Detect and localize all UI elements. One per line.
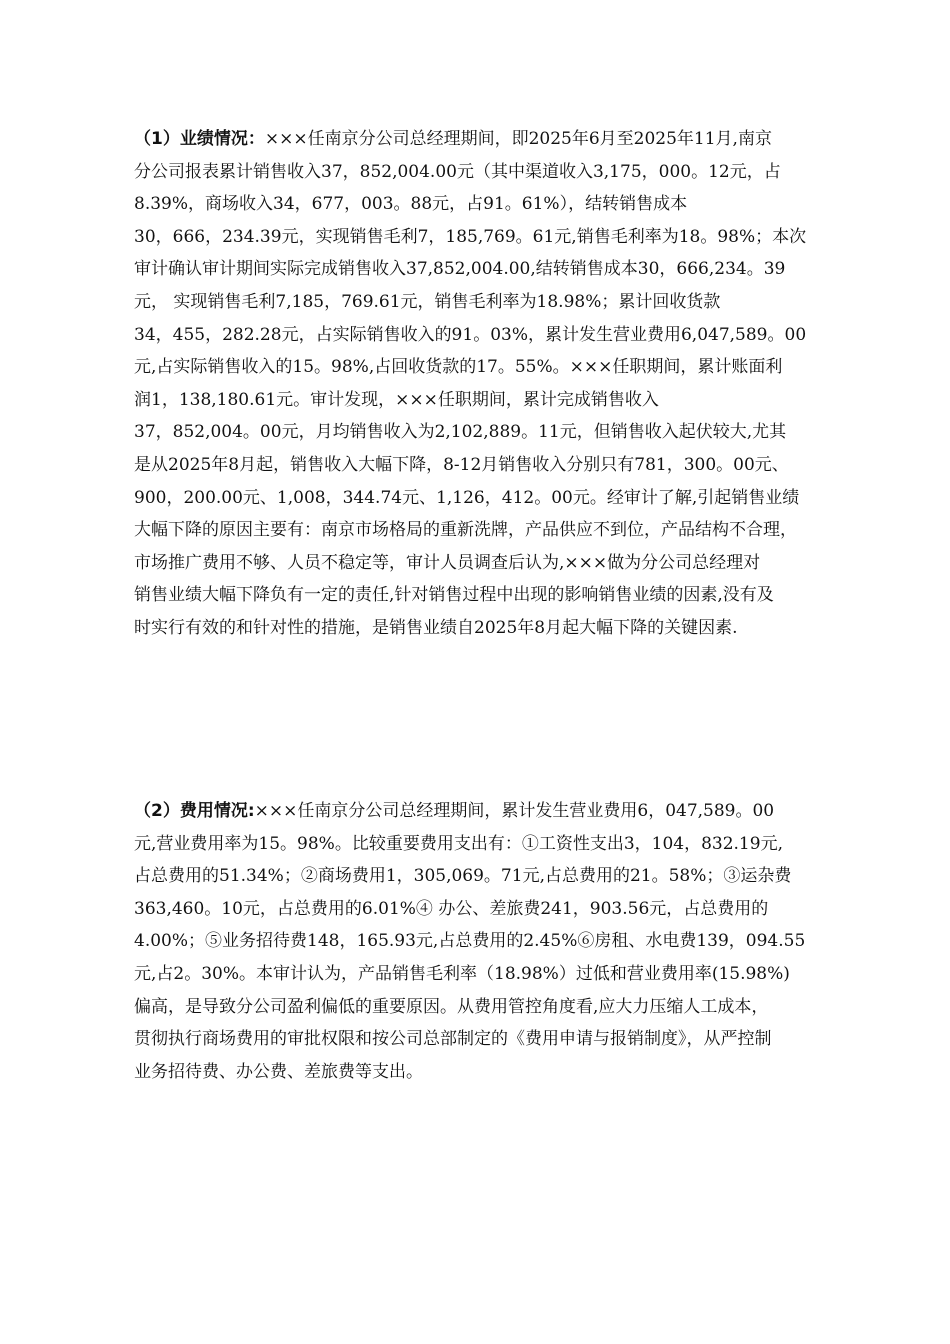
paragraph-line: 900，200.00元、1,008，344.74元、1,126，412。00元。经审计了解,引起销售业绩 <box>134 487 800 508</box>
paragraph-line: 业务招待费、办公费、差旅费等支出。 <box>134 1061 423 1082</box>
paragraph-line: 元， 实现销售毛利7,185，769.61元，销售毛利率为18.98%；累计回收货款 <box>134 291 721 312</box>
paragraph-line: 销售业绩大幅下降负有一定的责任,针对销售过程中出现的影响销售业绩的因素,没有及 <box>134 585 774 606</box>
paragraph-line: 市场推广费用不够、人员不稳定等，审计人员调查后认为,×××做为分公司总经理对 <box>134 552 761 573</box>
paragraph-line: 贯彻执行商场费用的审批权限和按公司总部制定的《费用申请与报销制度》，从严控制 <box>134 1029 772 1050</box>
paragraph-line: 是从2025年8月起，销售收入大幅下降，8-12月销售收入分别只有781，300。00元、 <box>134 454 789 475</box>
paragraph-line: 偏高，是导致分公司盈利偏低的重要原因。从费用管控角度看,应大力压缩人工成本， <box>134 996 769 1017</box>
paragraph-line: 分公司报表累计销售收入37，852,004.00元（其中渠道收入3,175，000。12元，占 <box>134 161 781 182</box>
paragraph-text: ×××任南京分公司总经理期间，累计发生营业费用6，047,589。00 <box>254 801 775 821</box>
section-heading: （1）业绩情况： <box>134 129 265 149</box>
paragraph-line: 34，455，282.28元，占实际销售收入的91。03%，累计发生营业费用6,047,589。00 <box>134 324 807 345</box>
paragraph-line: 占总费用的51.34%；②商场费用1，305,069。71元,占总费用的21。58%；③运杂费 <box>134 866 792 887</box>
paragraph-line: 审计确认审计期间实际完成销售收入37,852,004.00,结转销售成本30，666,234。39 <box>134 259 786 280</box>
paragraph-line: 时实行有效的和针对性的措施，是销售业绩自2025年8月起大幅下降的关键因素. <box>134 617 738 638</box>
paragraph-line: 4.00%；⑤业务招待费148，165.93元,占总费用的2.45%⑥房租、水电费139，094.55 <box>134 931 806 952</box>
paragraph-line: 元,营业费用率为15。98%。比较重要费用支出有：①工资性支出3，104，832.19元, <box>134 833 783 854</box>
section-performance <box>134 123 874 645</box>
section-expenses <box>134 795 874 1088</box>
paragraph-line <box>134 123 874 156</box>
paragraph-line: 元,占2。30%。本审计认为，产品销售毛利率（18.98%）过低和营业费用率(15.98%) <box>134 963 790 984</box>
paragraph-line: 8.39%，商场收入34，677，003。88元，占91。61%），结转销售成本 <box>134 194 688 215</box>
paragraph-line: 363,460。10元，占总费用的6.01%④ 办公、差旅费241，903.56元，占总费用的 <box>134 898 769 919</box>
paragraph-line: 30，666，234.39元，实现销售毛利7，185,769。61元,销售毛利率为18。98%；本次 <box>134 226 807 247</box>
paragraph-text: ×××任南京分公司总经理期间，即2025年6月至2025年11月,南京 <box>264 129 772 149</box>
paragraph-line: 元,占实际销售收入的15。98%,占回收货款的17。55%。×××任职期间，累计账面利 <box>134 357 783 378</box>
paragraph-line: 润1，138,180.61元。审计发现，×××任职期间，累计完成销售收入 <box>134 389 659 410</box>
paragraph-line <box>134 795 874 828</box>
section-heading: （2）费用情况: <box>134 801 255 821</box>
paragraph-line: 37，852,004。00元，月均销售收入为2,102,889。11元，但销售收入起伏较大,尤其 <box>134 422 787 443</box>
paragraph-line: 大幅下降的原因主要有：南京市场格局的重新洗牌，产品供应不到位，产品结构不合理， <box>134 520 797 541</box>
